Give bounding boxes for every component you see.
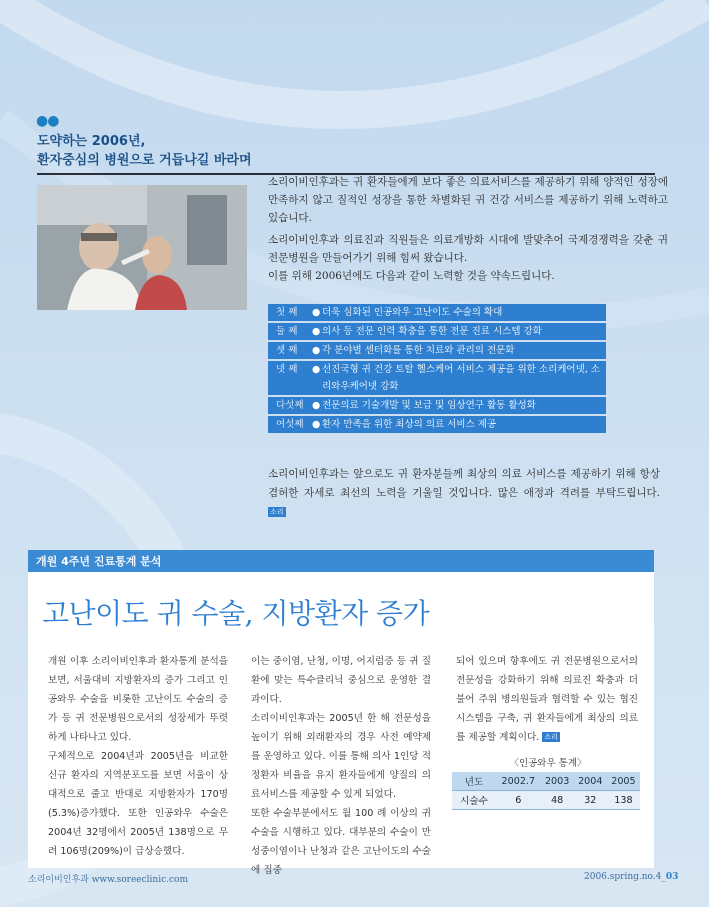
bullet-icon: ● — [312, 307, 321, 318]
footer-issue — [584, 872, 678, 882]
table-cell: 6 — [496, 791, 541, 810]
pledge-label: 넷 째 — [276, 364, 298, 375]
article-column-1 — [48, 652, 228, 861]
pledge-label: 둘 째 — [276, 326, 298, 337]
intro-paragraph-1: 소리이비인후과는 귀 환자들에게 보다 좋은 의료서비스를 제공하기 위해 양적인 성장에 만족하지 않고 질적인 성장을 통한 차별화된 귀 건강 서비스를 제공하기 위해 노력하고 있습니다. — [268, 176, 668, 224]
intro-paragraph-3: 이를 위해 2006년에도 다음과 같이 노력할 것을 약속드립니다. — [268, 270, 555, 282]
footer-issue-text: 2006.spring.no.4_ — [584, 872, 666, 882]
pledge-text: 더욱 심화된 인공와우 고난이도 수술의 확대 — [322, 307, 503, 318]
table-cell: 48 — [541, 791, 574, 810]
heading-line-1: 도약하는 2006년, — [37, 134, 146, 149]
bullet-icon: ● — [312, 326, 321, 337]
article-column-3 — [456, 652, 638, 747]
bullet-icon: ● — [312, 364, 321, 375]
doctor-exam-photo — [37, 185, 247, 310]
page-heading — [37, 132, 257, 170]
closing-text — [268, 465, 660, 522]
pledge-text: 선진국형 귀 건강 토탈 헬스케어 서비스 제공을 위한 소리케어넷, 소리와우케어넷 강화 — [322, 364, 600, 392]
bullet-icon: ● — [312, 400, 321, 411]
intro-paragraph-2: 소리이비인후과 의료진과 직원들은 의료개방화 시대에 발맞추어 국제경쟁력을 갖춘 귀 전문병원을 만들어가기 위해 힘써 왔습니다. — [268, 234, 668, 264]
pledge-label: 여섯째 — [276, 419, 304, 430]
footer-site: 소리이비인후과 www.soreeclinic.com — [28, 875, 188, 885]
table-header-cell: 2003 — [541, 772, 574, 791]
pledge-text: 각 분야별 센터화를 통한 치료와 관리의 전문화 — [322, 345, 515, 356]
closing-paragraph: 소리이비인후과는 앞으로도 귀 환자분들께 최상의 의료 서비스를 제공하기 위해 항상 겸허한 자세로 최선의 노력을 기울일 것입니다. 많은 애정과 격려를 부탁드립니다. — [268, 468, 660, 499]
pledge-label: 첫 째 — [276, 307, 298, 318]
table-header-row — [452, 772, 640, 791]
table-cell: 138 — [607, 791, 640, 810]
sori-tag: 소리 — [544, 733, 558, 741]
pledge-list — [268, 304, 606, 435]
page-number: 03 — [665, 872, 679, 882]
pledge-text: 의사 등 전문 인력 확충을 통한 전문 진료 시스템 강화 — [322, 326, 542, 337]
column-paragraph: 또한 수술부분에서도 월 100 례 이상의 귀 수술을 시행하고 있다. 대부분의 수술이 만성중이염이나 난청과 같은 고난이도의 수술에 집중 — [251, 808, 431, 876]
bullet-icon: ● — [312, 419, 321, 430]
table-caption: 〈인공와우 통계〉 — [509, 758, 587, 769]
bullet-icon: ● — [312, 345, 321, 356]
section-band-label: 개원 4주년 진료통계 분석 — [36, 555, 162, 568]
pledge-item — [268, 323, 606, 340]
pledge-label: 셋 째 — [276, 345, 298, 356]
column-paragraph: 구체적으로 2004년과 2005년을 비교한 신규 환자의 지역분포도를 보면 서울이 상대적으로 줄고 반대로 지방환자가 170명(5.3%)증가했다. 또한 인공와우 수술은 2004년 32명에서 2005년 138명으로 무려 106명(209%)이 급상승했다. — [48, 751, 228, 857]
pledge-item — [268, 416, 606, 433]
pledge-label: 다섯째 — [276, 400, 304, 411]
table-header-cell: 2002.7 — [496, 772, 541, 791]
intro-text — [268, 173, 668, 289]
pledge-text: 환자 만족을 위한 최상의 의료 서비스 제공 — [322, 419, 497, 430]
article-title: 고난이도 귀 수술, 지방환자 증가 — [42, 597, 430, 630]
article-column-2 — [251, 652, 431, 880]
pledge-item — [268, 304, 606, 321]
sori-tag: 소리 — [270, 508, 284, 516]
table-cell: 32 — [574, 791, 607, 810]
column-paragraph: 개원 이후 소리이비인후과 환자통계 분석을 보면, 서울대비 지방환자의 증가 그리고 인공와우 수술을 비롯한 고난이도 수술의 증가 등 귀 전문병원으로서의 성장세가 뚜렷하게 나타나고 있다. — [48, 656, 228, 743]
bullet-dots-icon: ●● — [36, 113, 59, 129]
table-header-cell: 년도 — [452, 772, 496, 791]
pledge-item — [268, 342, 606, 359]
pledge-text: 전문의료 기술개발 및 보급 및 임상연구 활동 활성화 — [322, 400, 536, 411]
cochlear-implant-table — [452, 772, 640, 810]
table-cell: 시술수 — [452, 791, 496, 810]
column-paragraph: 소리이비인후과는 2005년 한 해 전문성을 높이기 위해 외래환자의 경우 사전 예약제를 운영하고 있다. 이를 통해 의사 1인당 적정환자 비율을 유지 환자들에게 양질의 의료서비스를 제공할 수 있게 되었다. — [251, 713, 431, 800]
heading-line-2: 환자중심의 병원으로 거듭나길 바라며 — [37, 153, 252, 168]
table-header-cell: 2005 — [607, 772, 640, 791]
column-paragraph: 되어 있으며 향후에도 귀 전문병원으로서의 전문성을 강화하기 위해 의료진 확충과 더불어 주위 병의원들과 협력할 수 있는 협진 시스템을 구축, 귀 환자들에게 최상의 의료를 제공할 계획이다. — [456, 656, 638, 743]
pledge-item — [268, 397, 606, 414]
table-header-cell: 2004 — [574, 772, 607, 791]
pledge-item — [268, 361, 606, 395]
column-paragraph: 이는 중이염, 난청, 이명, 어지럼증 등 귀 질환에 맞는 특수클리닉 중심으로 운영한 결과이다. — [251, 656, 431, 705]
table-row — [452, 791, 640, 810]
